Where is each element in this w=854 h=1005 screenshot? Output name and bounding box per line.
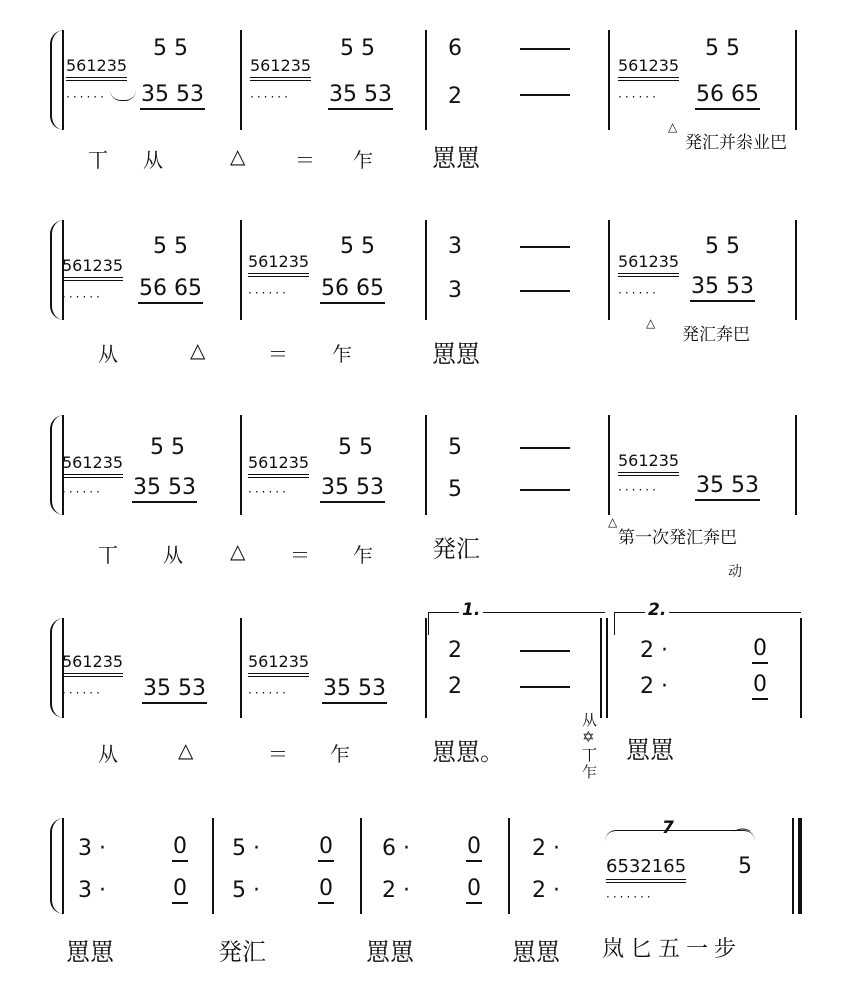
measure-1-bottom: 35 53 <box>140 84 205 110</box>
volta-1-top: 2 <box>448 638 462 663</box>
octave-dots: ······ <box>62 290 103 304</box>
final-barline-thick <box>798 818 802 914</box>
volta-2-bottom-rest: 0 <box>752 674 768 700</box>
octave-dots: ······ <box>618 90 659 104</box>
volta-2 <box>614 600 801 635</box>
repeat-barline <box>600 618 602 718</box>
measure-1-top: 5 5 <box>153 36 188 61</box>
lyric: 从 <box>143 148 163 172</box>
lyric: 乍 <box>353 543 373 567</box>
measure-2-bottom: 35 53 <box>328 84 393 110</box>
measure-2-top: 5 5 <box>340 234 375 259</box>
measure-3-bottom: 2 · <box>382 878 410 903</box>
lyric: 丅 <box>88 148 108 172</box>
octave-dots: ······ <box>66 90 107 104</box>
barline <box>608 415 610 515</box>
barline <box>425 415 427 515</box>
measure-4-bottom: 35 53 <box>695 475 760 501</box>
measure-1-top: 3 · <box>78 836 106 861</box>
tablature-glyph: 発汇 <box>218 938 266 966</box>
tablature-glyph: 罳罳 <box>432 144 480 172</box>
measure-4-top: 2 · <box>532 836 560 861</box>
lyric: 从 <box>98 742 118 766</box>
measure-3-bottom: 5 <box>448 477 462 502</box>
measure-1-rest: 0 <box>172 836 188 862</box>
barline <box>212 818 214 914</box>
barline <box>795 415 797 515</box>
measure-3-bottom: 3 <box>448 278 462 303</box>
tuplet-number: 7 <box>662 818 674 838</box>
octave-dots: ······ <box>62 686 103 700</box>
volta-1-label: 1. <box>459 600 483 620</box>
barline <box>62 818 64 914</box>
volta-1 <box>428 600 605 635</box>
triangle-mark: △ <box>668 120 678 134</box>
lyric: ＝ <box>295 148 315 172</box>
measure-3-top: 3 <box>448 234 462 259</box>
tablature-glyph: 罳罳。 <box>432 738 504 766</box>
lyric: △ <box>230 144 246 168</box>
tuplet-arc <box>605 830 755 841</box>
fermata-note: 5 <box>738 854 752 879</box>
volta-2-label: 2. <box>645 600 669 620</box>
lyric: ＝ <box>268 342 288 366</box>
fermata-icon: ⌒ <box>734 828 751 848</box>
barline <box>608 30 610 130</box>
fast-run: 561235 <box>248 254 309 277</box>
octave-dots: ······ <box>248 286 289 300</box>
measure-4-bottom: 56 65 <box>695 84 760 110</box>
fast-run: 561235 <box>66 58 127 81</box>
lyric: 乍 <box>330 742 350 766</box>
measure-2-top: 5 5 <box>338 435 373 460</box>
lyric: △ <box>230 539 246 563</box>
tablature-glyph: 罳罳 <box>512 938 560 966</box>
measure-2-bottom: 5 · <box>232 878 260 903</box>
measure-2-bottom: 35 53 <box>320 477 385 503</box>
measure-4-bottom: 35 53 <box>690 276 755 302</box>
hold-dash <box>520 489 570 491</box>
hold-dash <box>520 290 570 292</box>
fast-run: 561235 <box>248 654 309 677</box>
barline <box>608 220 610 320</box>
measure-3-bottom: 2 <box>448 84 462 109</box>
triangle-mark: △ <box>646 316 656 330</box>
fast-run: 561235 <box>248 455 309 478</box>
measure-3-rest: 0 <box>466 836 482 862</box>
measure-4-top: 5 5 <box>705 234 740 259</box>
tablature-text: 第一次発汇奔巴 <box>618 528 737 548</box>
octave-dots: ······ <box>618 286 659 300</box>
hold-dash <box>520 650 570 652</box>
measure-2-bottom: 35 53 <box>322 678 387 704</box>
barline <box>795 220 797 320</box>
barline <box>62 30 64 130</box>
tablature-text-sub: 动 <box>728 564 742 580</box>
volta-1-bottom: 2 <box>448 674 462 699</box>
barline <box>240 415 242 515</box>
repeat-barline <box>606 618 608 718</box>
measure-1-rest: 0 <box>172 878 188 904</box>
measure-1-top: 5 5 <box>153 234 188 259</box>
barline <box>360 818 362 914</box>
measure-3-top: 6 · <box>382 836 410 861</box>
measure-1-bottom: 35 53 <box>132 477 197 503</box>
octave-dots: ······ <box>62 485 103 499</box>
lyric: 乍 <box>332 342 352 366</box>
measure-3-rest: 0 <box>466 878 482 904</box>
tablature-glyph: 罳罳 <box>66 938 114 966</box>
fast-run: 561235 <box>62 654 123 677</box>
lyric: 从 <box>98 342 118 366</box>
octave-dots: ······ <box>250 90 291 104</box>
octave-dots: ······· <box>606 890 654 904</box>
measure-2-bottom: 56 65 <box>320 278 385 304</box>
octave-dots: ······ <box>248 485 289 499</box>
hold-dash <box>520 686 570 688</box>
fast-run: 561235 <box>62 455 123 478</box>
barline <box>240 618 242 718</box>
tablature-glyph: 発汇 <box>432 535 480 563</box>
volta-2-bottom: 2 · <box>640 674 668 699</box>
tablature-text: 発汇奔巴 <box>682 325 750 345</box>
tablature-text: 発汇并尜业巴 <box>685 133 787 153</box>
measure-3-top: 5 <box>448 435 462 460</box>
measure-1-bottom: 56 65 <box>138 278 203 304</box>
lyric: 丅 <box>98 543 118 567</box>
tablature-glyph: 罳罳 <box>626 736 674 764</box>
tablature-glyph: 罳罳 <box>366 938 414 966</box>
lyric: 从 <box>163 543 183 567</box>
tablature-glyph: 罳罳 <box>432 340 480 368</box>
barline <box>800 618 802 718</box>
fast-run: 561235 <box>250 58 311 81</box>
volta-2-top-rest: 0 <box>752 638 768 664</box>
measure-2-rest: 0 <box>318 878 334 904</box>
measure-1-bottom: 35 53 <box>142 678 207 704</box>
barline <box>795 30 797 130</box>
measure-4-top: 5 5 <box>705 36 740 61</box>
barline <box>425 220 427 320</box>
measure-4-bottom: 2 · <box>532 878 560 903</box>
hold-dash <box>520 48 570 50</box>
hold-dash <box>520 94 570 96</box>
measure-2-top: 5 5 <box>340 36 375 61</box>
lyric: △ <box>190 338 206 362</box>
fast-run: 561235 <box>618 254 679 277</box>
measure-2-rest: 0 <box>318 836 334 862</box>
final-run: 6532165 <box>606 858 686 883</box>
lyric: ＝ <box>268 742 288 766</box>
measure-3-top: 6 <box>448 36 462 61</box>
slur <box>110 90 136 101</box>
volta-2-top: 2 · <box>640 638 668 663</box>
final-barline-thin <box>792 818 794 914</box>
fast-run: 561235 <box>618 58 679 81</box>
measure-2-top: 5 · <box>232 836 260 861</box>
lyric: △ <box>178 738 194 762</box>
lyric: ＝ <box>290 543 310 567</box>
barline <box>425 30 427 130</box>
fast-run: 561235 <box>62 258 123 281</box>
octave-dots: ······ <box>248 686 289 700</box>
barline <box>508 818 510 914</box>
octave-dots: ······ <box>618 483 659 497</box>
ending-text: 岚匕五一步 <box>602 937 743 962</box>
lyric: 乍 <box>353 148 373 172</box>
fast-run: 561235 <box>618 453 679 476</box>
measure-1-top: 5 5 <box>150 435 185 460</box>
barline <box>425 618 427 718</box>
measure-1-bottom: 3 · <box>78 878 106 903</box>
hold-dash <box>520 447 570 449</box>
triangle-mark: △ <box>608 515 618 529</box>
hold-dash <box>520 246 570 248</box>
barline <box>240 30 242 130</box>
side-annotation: 从✡丅乍 <box>582 711 598 781</box>
barline <box>240 220 242 320</box>
